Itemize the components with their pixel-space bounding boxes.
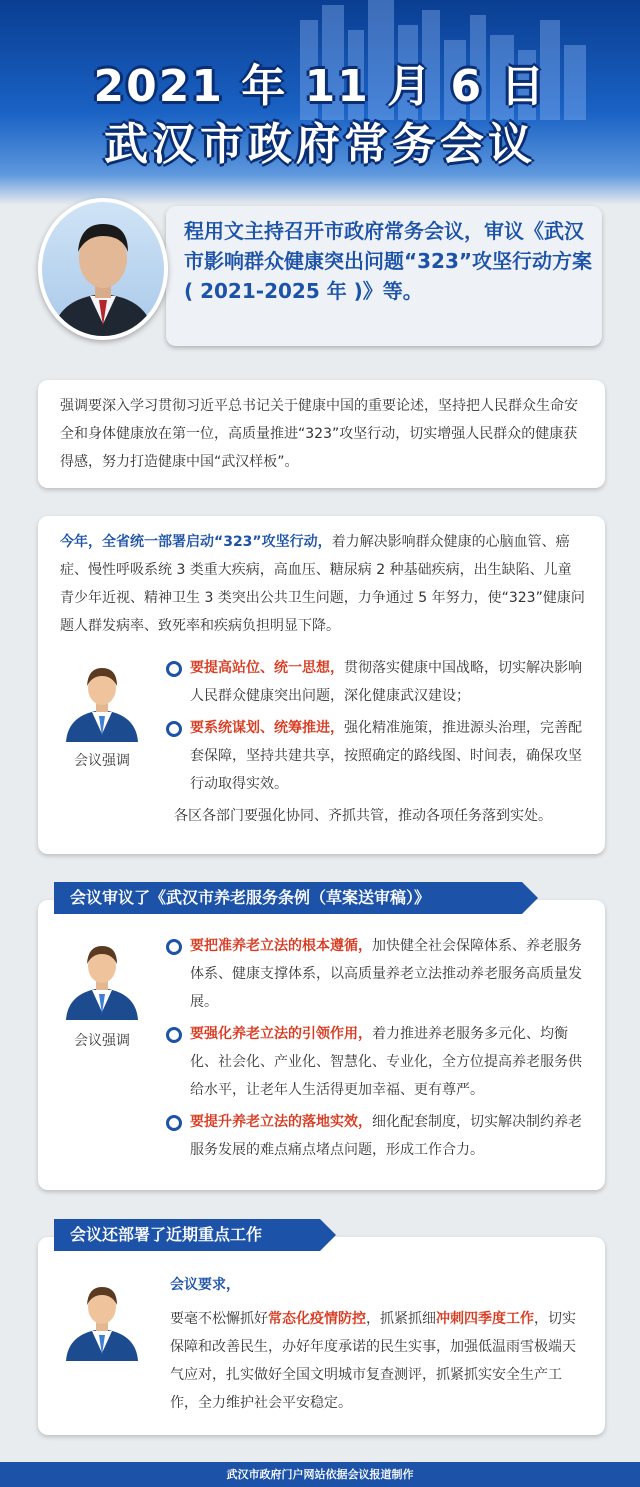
person-icon	[62, 1281, 142, 1361]
bullet-dot-icon	[166, 661, 182, 677]
campaign-intro	[60, 528, 585, 640]
section-tag-key-work: 会议还部署了近期重点工作	[54, 1219, 320, 1251]
point-highlight: 要提升养老立法的落地实效，	[190, 1114, 372, 1130]
campaign-closing: 各区各部门要强化协同、齐抓共管，推动各项任务落到实处。	[174, 808, 552, 824]
point-text: 细化配套制度，切实解决制约养老服务发展的难点痛点堵点问题，形成工作合力。	[190, 1114, 582, 1158]
key-work-text-part: 要毫不松懈抓好	[170, 1311, 268, 1327]
lead-text: 程用文主持召开市政府常务会议，审议《武汉市影响群众健康突出问题“323”攻坚行动方案( 2021-2025 年 )》等。	[184, 219, 593, 303]
key-work-text	[170, 1305, 585, 1417]
emphasis-list	[166, 932, 591, 1164]
summary-text: 强调要深入学习贯彻习近平总书记关于健康中国的重要论述，坚持把人民群众生命安全和身体健康放在第一位，高质量推进“323”攻坚行动，切实增强人民群众的健康获得感，努力打造健康中国“武汉样板”。	[60, 398, 578, 470]
bullet-dot-icon	[166, 1027, 182, 1043]
point-text: 强化精准施策，推进源头治理，完善配套保障，坚持共建共享，按照确定的路线图、时间表，确保攻坚行动取得实效。	[190, 720, 582, 792]
key-work-text-part: ，切实保障和改善民生，办好年度承诺的民生实事，加强低温雨雪极端天气应对，扎实做好全国文明城市复查测评，抓紧抓实安全生产工作，全力维护社会平安稳定。	[170, 1311, 576, 1411]
date-title: 2021 年 11 月 6 日	[93, 61, 547, 112]
meeting-emphasis-label: 会议强调	[74, 1033, 130, 1049]
emphasis-point	[166, 932, 591, 1016]
point-highlight: 要提高站位、统一思想，	[190, 660, 344, 676]
person-icon	[62, 940, 142, 1020]
summary-card	[38, 380, 605, 488]
bullet-dot-icon	[166, 939, 182, 955]
meeting-emphasis-label: 会议强调	[74, 753, 130, 769]
elderly-care-card	[38, 900, 605, 1190]
emphasis-point	[166, 714, 591, 798]
portrait-illustration	[42, 202, 164, 336]
point-text: 贯彻落实健康中国战略，切实解决影响人民群众健康突出问题，深化健康武汉建设；	[190, 660, 582, 704]
bullet-dot-icon	[166, 1115, 182, 1131]
lead-callout	[166, 206, 602, 346]
bullet-dot-icon	[166, 721, 182, 737]
footer-credit: 武汉市政府门户网站依据会议报道制作	[0, 1462, 640, 1487]
campaign-intro-highlight: 今年，全省统一部署启动“323”攻坚行动，	[60, 534, 332, 550]
key-work-lead: 会议要求，	[170, 1277, 240, 1293]
key-work-text-part: ，抓紧抓细	[366, 1311, 436, 1327]
key-work-highlight: 冲刺四季度工作	[436, 1311, 534, 1327]
point-highlight: 要系统谋划、统筹推进，	[190, 720, 344, 736]
point-highlight: 要把准养老立法的根本遵循，	[190, 938, 372, 954]
campaign-card	[38, 516, 605, 854]
person-icon	[62, 662, 142, 742]
point-highlight: 要强化养老立法的引领作用，	[190, 1026, 372, 1042]
emphasis-point	[166, 1020, 591, 1104]
key-work-highlight: 常态化疫情防控	[268, 1311, 366, 1327]
emphasis-point	[166, 654, 591, 710]
point-text: 着力推进养老服务多元化、均衡化、社会化、产业化、智慧化、专业化，全方位提高养老服务供给水平，让老年人生活得更加幸福、更有尊严。	[190, 1026, 582, 1098]
point-text: 加快健全社会保障体系、养老服务体系、健康支撑体系，以高质量养老立法推动养老服务高质量发展。	[190, 938, 582, 1010]
header-banner	[0, 0, 640, 205]
key-work-content	[170, 1271, 585, 1417]
main-title: 武汉市政府常务会议	[104, 119, 536, 170]
official-portrait	[38, 198, 168, 340]
campaign-intro-rest: 着力解决影响群众健康的心脑血管、癌症、慢性呼吸系统 3 类重大疾病，高血压、糖尿病 2 种基础疾病，出生缺陷、儿童青少年近视、精神卫生 3 类突出公共卫生问题，力争通过 5 年努力，使“323”健康问题人群发病率、致死率和疾病负担明显下降。	[60, 534, 585, 634]
section-tag-elderly-care: 会议审议了《武汉市养老服务条例（草案送审稿）》	[54, 882, 522, 914]
emphasis-list	[166, 654, 591, 830]
key-work-card	[38, 1237, 605, 1435]
emphasis-point	[166, 1108, 591, 1164]
